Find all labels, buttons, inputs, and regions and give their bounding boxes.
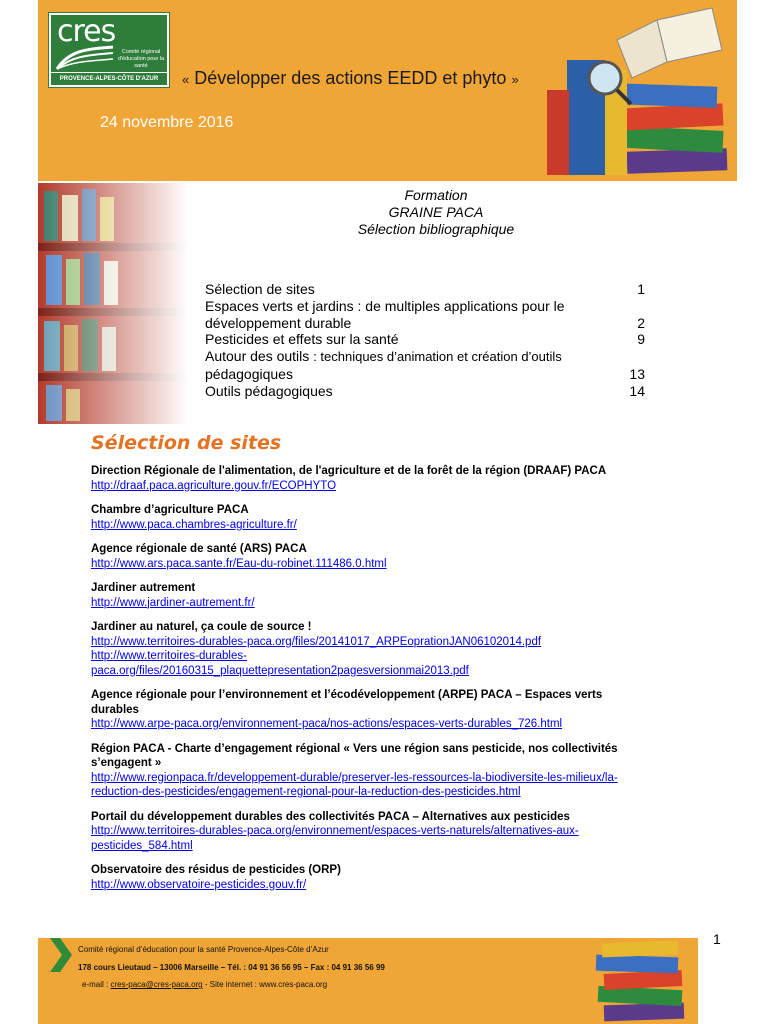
site-link[interactable]: http://www.ars.paca.sante.fr/Eau-du-robinet.111486.0.html [91,557,387,570]
logo-subtitle: Comité régional d'éducation pour la santé [117,49,165,69]
logo-wordmark: cres [57,14,116,49]
toc-item[interactable]: Espaces verts et jardins : de multiples applications pour le développement durable 2 [205,297,645,331]
site-link[interactable]: http://www.observatoire-pesticides.gouv.fr/ [91,878,307,891]
formation-heading: Formation GRAINE PACA Sélection bibliographique [357,187,515,237]
books-illustration-icon [507,0,737,181]
site-link[interactable]: http://www.territoires-durables-paca.org/environnement/espaces-verts-naturels/alternatives-aux-pesticides_584.html [91,825,579,852]
section-title: Sélection de sites [91,432,282,454]
toc-item[interactable]: Outils pédagogiques 14 [205,382,645,399]
page-title: « Développer des actions EEDD et phyto » [182,68,519,88]
footer [38,938,698,1024]
list-item: Agence régionale de santé (ARS) PACA http://www.ars.paca.sante.fr/Eau-du-robinet.111486.0.html [91,542,651,571]
bookshelf-image-icon [38,183,188,424]
site-link[interactable]: http://www.arpe-paca.org/environnement-paca/nos-actions/espaces-verts-durables_726.html [91,718,563,730]
list-item: Région PACA - Charte d’engagement régional « Vers une région sans pesticide, nos collectivités s’engagent » http://www.regionpaca.fr/developpement-durable/preserver-les-ressources-la-biodiversite-les-milieux/la-reduction-des-pesticides/engagement-regional-pour-la-reduction-des-pesticides.html [91,742,651,800]
list-item: Jardiner au naturel, ça coule de source ! http://www.territoires-durables-paca.org/files/20141017_ARPEoprationJAN06102014.pdf http://www.territoires-durables-paca.org/files/20160315_plaquettepresentation2pagesversionmai2013.pdf [91,620,651,678]
logo-region: PROVENCE-ALPES-CÔTE D'AZUR [51,73,167,85]
site-list [91,464,651,902]
site-link[interactable]: http://www.paca.chambres-agriculture.fr/ [91,518,297,531]
site-link[interactable]: http://www.territoires-durables-paca.org/files/20141017_ARPEoprationJAN06102014.pdf [91,635,542,648]
list-item: Chambre d’agriculture PACA http://www.paca.chambres-agriculture.fr/ [91,503,651,532]
list-item: Agence régionale pour l’environnement et l’écodéveloppement (ARPE) PACA – Espaces verts durables http://www.arpe-paca.org/environnement-paca/nos-actions/espaces-verts-durables_726.html [91,688,651,732]
site-link[interactable]: http://www.territoires-durables-paca.org/files/20160315_plaquettepresentation2pagesversionmai2013.pdf [91,650,469,677]
document-date: 24 novembre 2016 [100,114,234,131]
chevron-right-icon [48,938,72,972]
toc-item[interactable]: Pesticides et effets sur la santé 9 [205,331,645,348]
page-number: 1 [713,931,721,947]
books-illustration-icon [584,938,694,1024]
footer-organization: Comité régional d’éducation pour la santé Provence-Alpes-Côte d’Azur [78,945,329,954]
site-link[interactable]: http://draaf.paca.agriculture.gouv.fr/ECOPHYTO [91,479,337,492]
toc-item[interactable]: Autour des outils : techniques d’animation et création d’outils pédagogiques 13 [205,348,645,382]
list-item: Direction Régionale de l'alimentation, de l'agriculture et de la forêt de la région (DRAAF) PACA http://draaf.paca.agriculture.gouv.fr/ECOPHYTO [91,464,651,493]
header-banner [38,0,737,181]
footer-address: 178 cours Lieutaud – 13006 Marseille – Tél. : 04 91 36 56 95 – Fax : 04 91 36 56 99 [78,963,385,972]
site-link[interactable]: http://www.regionpaca.fr/developpement-durable/preserver-les-ressources-la-biodiversite-les-milieux/la-reduction-des-pesticides/engagement-regional-pour-la-reduction-des-pesticides.html [91,771,618,798]
logo-swoosh-icon [55,45,115,71]
list-item: Portail du développement durables des collectivités PACA – Alternatives aux pesticides http://www.territoires-durables-paca.org/environnement/espaces-verts-naturels/alternatives-aux-pesticides_584.html [91,810,651,854]
toc-item[interactable]: Sélection de sites 1 [205,281,645,297]
footer-contact: e-mail : cres-paca@cres-paca.org - Site internet : www.cres-paca.org [82,980,328,989]
list-item: Observatoire des résidus de pesticides (ORP) http://www.observatoire-pesticides.gouv.fr/ [91,863,651,892]
list-item: Jardiner autrement http://www.jardiner-autrement.fr/ [91,581,651,610]
cres-logo [48,12,170,88]
site-link[interactable]: http://www.jardiner-autrement.fr/ [91,596,255,609]
email-link[interactable]: cres-paca@cres-paca.org [110,980,203,989]
table-of-contents [205,281,645,400]
